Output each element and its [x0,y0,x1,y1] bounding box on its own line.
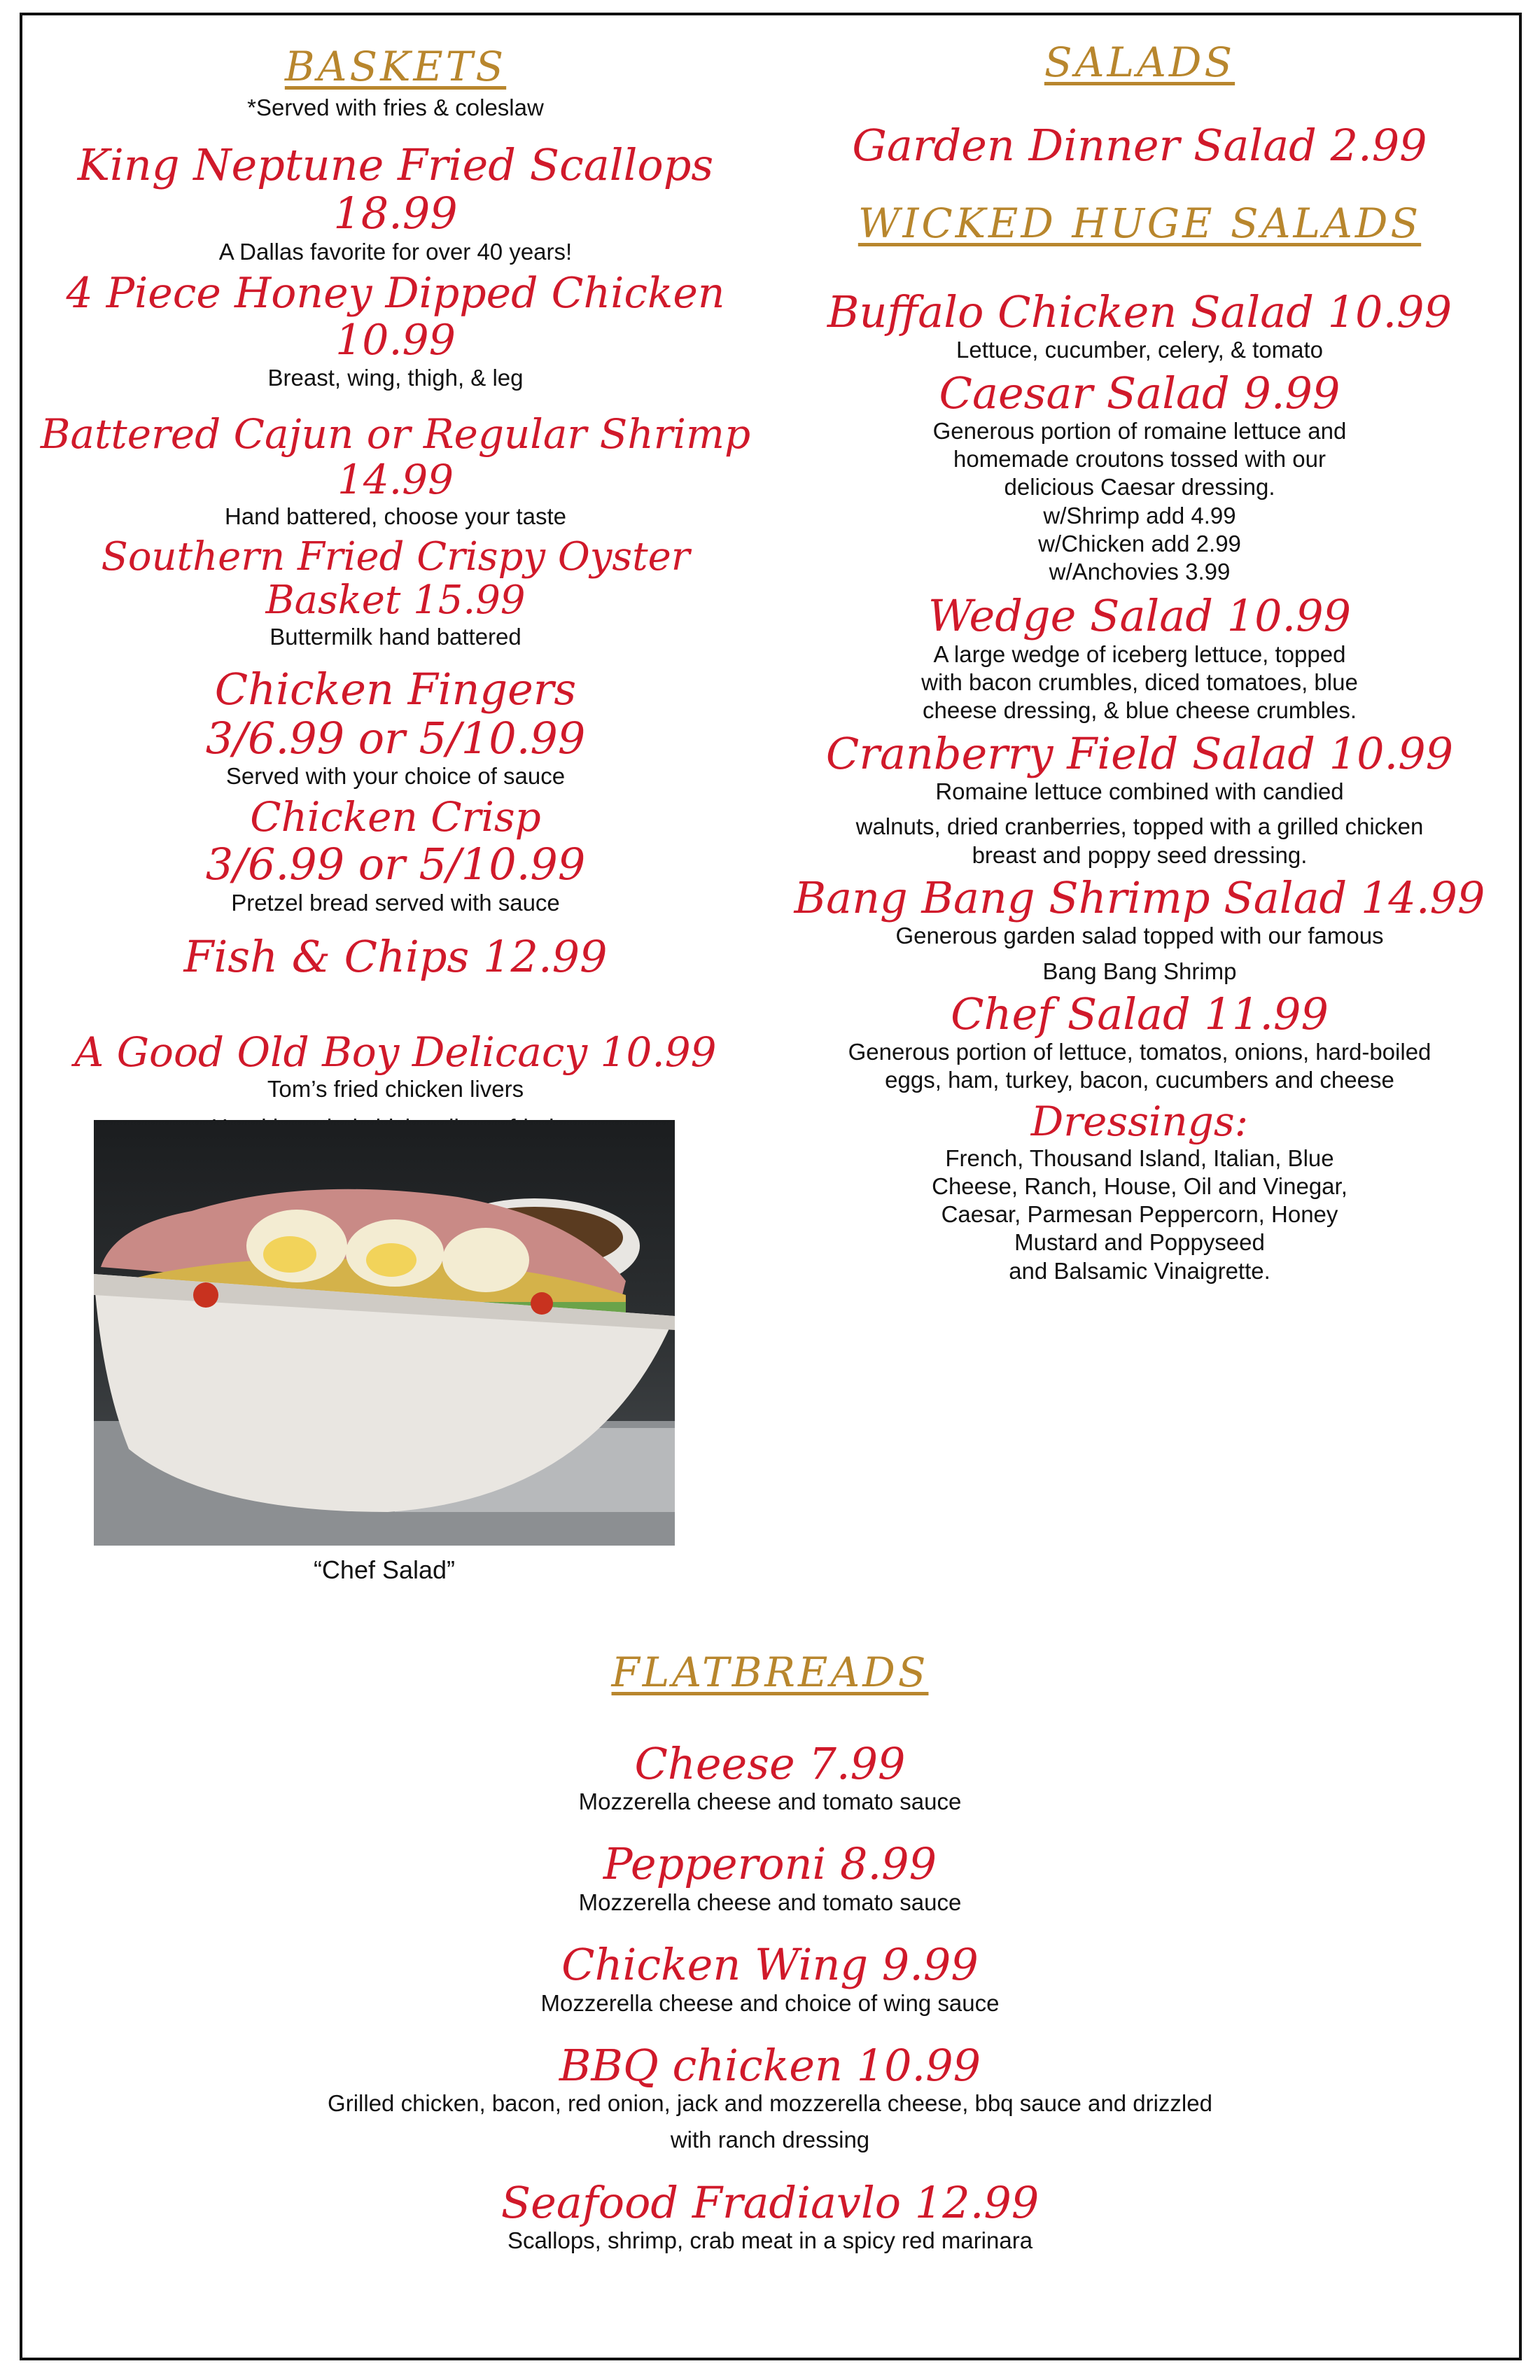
menu-item-desc: w/Shrimp add 4.99 [1043,502,1236,528]
menu-item-desc: Romaine lettuce combined with candied [935,778,1344,805]
salads-column [784,39,1495,1285]
menu-item-name: Chef Salad 11.99 [951,988,1329,1040]
dressings-line: Cheese, Ranch, House, Oil and Vinegar, [932,1172,1348,1199]
menu-item-name: BBQ chicken 10.99 [559,2039,981,2091]
menu-item-desc: Buttermilk hand battered [270,624,522,650]
menu-item-price: 14.99 [337,456,454,504]
menu-item-name: Wedge Salad 10.99 [927,590,1352,642]
menu-item-name: Caesar Salad 9.99 [939,367,1340,419]
menu-item-desc: w/Anchovies 3.99 [1049,559,1231,585]
menu-item-desc: Bang Bang Shrimp [1042,958,1237,984]
menu-item-name: Bang Bang Shrimp Salad 14.99 [794,872,1485,923]
menu-item-desc: Generous portion of lettuce, tomatos, onions, hard-boiled [848,1039,1432,1065]
flatbreads-heading: FLATBREADS [611,1648,929,1696]
menu-item-name: 4 Piece Honey Dipped Chicken 10.99 [66,268,725,365]
menu-item-desc: w/Chicken add 2.99 [1038,530,1241,556]
menu-item-name: Southern Fried Crispy Oyster Basket 15.99 [101,533,690,624]
menu-item-desc: Breast, wing, thigh, & leg [267,365,524,391]
menu-item-desc: Generous portion of romaine lettuce and [932,417,1347,444]
menu-item-desc: Pretzel bread served with sauce [231,889,560,916]
menu-item-desc: Mozzerella cheese and choice of wing sauce [540,1989,1000,2016]
menu-item-name: Garden Dinner Salad 2.99 [852,119,1427,171]
dressings-line: Caesar, Parmesan Peppercorn, Honey [941,1201,1338,1228]
dressings-line: French, Thousand Island, Italian, Blue [945,1144,1334,1171]
menu-item-name: Pepperoni 8.99 [603,1838,937,1890]
photo-caption: “Chef Salad” [313,1555,456,1584]
baskets-heading: BASKETS [284,43,507,90]
baskets-note: *Served with fries & coleslaw [247,94,544,120]
salads-heading: SALADS [1044,38,1236,86]
menu-item-desc: breast and poppy seed dressing. [972,841,1308,868]
menu-item-name: Seafood Fradiavlo 12.99 [500,2176,1040,2228]
menu-item-desc: Scallops, shrimp, crab meat in a spicy red marinara [507,2227,1033,2254]
menu-item-name: King Neptune Fried Scallops 18.99 [77,139,714,239]
dressings-line: and Balsamic Vinaigrette. [1009,1257,1270,1284]
menu-item-name: Chicken Crisp [250,793,541,841]
menu-item-desc: A Dallas favorite for over 40 years! [218,238,573,265]
menu-item-desc: Mozzerella cheese and tomato sauce [578,1889,962,1915]
menu-item-desc: homemade croutons tossed with our [953,446,1326,472]
menu-item-name: Fish & Chips 12.99 [183,931,608,983]
menu-item-price: 3/6.99 or 5/10.99 [205,712,586,764]
menu-item-name: Battered Cajun or Regular Shrimp [40,410,751,458]
menu-item-desc: with ranch dressing [670,2127,870,2153]
menu-item-desc: Generous garden salad topped with our famous [895,923,1384,949]
menu-item-desc: A large wedge of iceberg lettuce, topped [933,640,1346,667]
menu-item-desc: Hand battered, choose your taste [225,503,566,530]
dressings-heading: Dressings: [1030,1097,1249,1145]
menu-item-desc: eggs, ham, turkey, bacon, cucumbers and cheese [885,1067,1394,1093]
menu-item-desc: cheese dressing, & blue cheese crumbles. [922,697,1357,724]
menu-item-desc: delicious Caesar dressing. [1004,474,1275,500]
menu-item-desc: walnuts, dried cranberries, topped with a grilled chicken [855,813,1424,840]
menu-item-name: Cranberry Field Salad 10.99 [825,727,1454,779]
menu-item-desc: with bacon crumbles, diced tomatoes, blue [921,669,1358,696]
menu-item-name: Chicken Wing 9.99 [561,1939,979,1991]
wicked-salads-heading: WICKED HUGE SALADS [858,200,1422,248]
menu-item-desc: Mozzerella cheese and tomato sauce [578,1788,962,1815]
menu-item-name: Buffalo Chicken Salad 10.99 [827,286,1452,337]
menu-item-desc: Tom’s fried chicken livers [267,1076,524,1102]
menu-item-name: Cheese 7.99 [634,1737,906,1789]
menu-item-desc: Served with your choice of sauce [225,763,566,790]
menu-item-price: 3/6.99 or 5/10.99 [205,839,586,890]
baskets-column [35,43,756,1195]
chef-salad-photo [94,1120,675,1546]
menu-item-name: A Good Old Boy Delicacy 10.99 [74,1028,717,1077]
menu-item-name: Chicken Fingers [214,664,577,715]
flatbreads-section [35,1649,1505,2255]
menu-item-desc: Lettuce, cucumber, celery, & tomato [956,337,1323,363]
menu-item-desc: Grilled chicken, bacon, red onion, jack and mozzerella cheese, bbq sauce and drizzled [328,2090,1212,2117]
dressings-line: Mustard and Poppyseed [1014,1229,1265,1256]
